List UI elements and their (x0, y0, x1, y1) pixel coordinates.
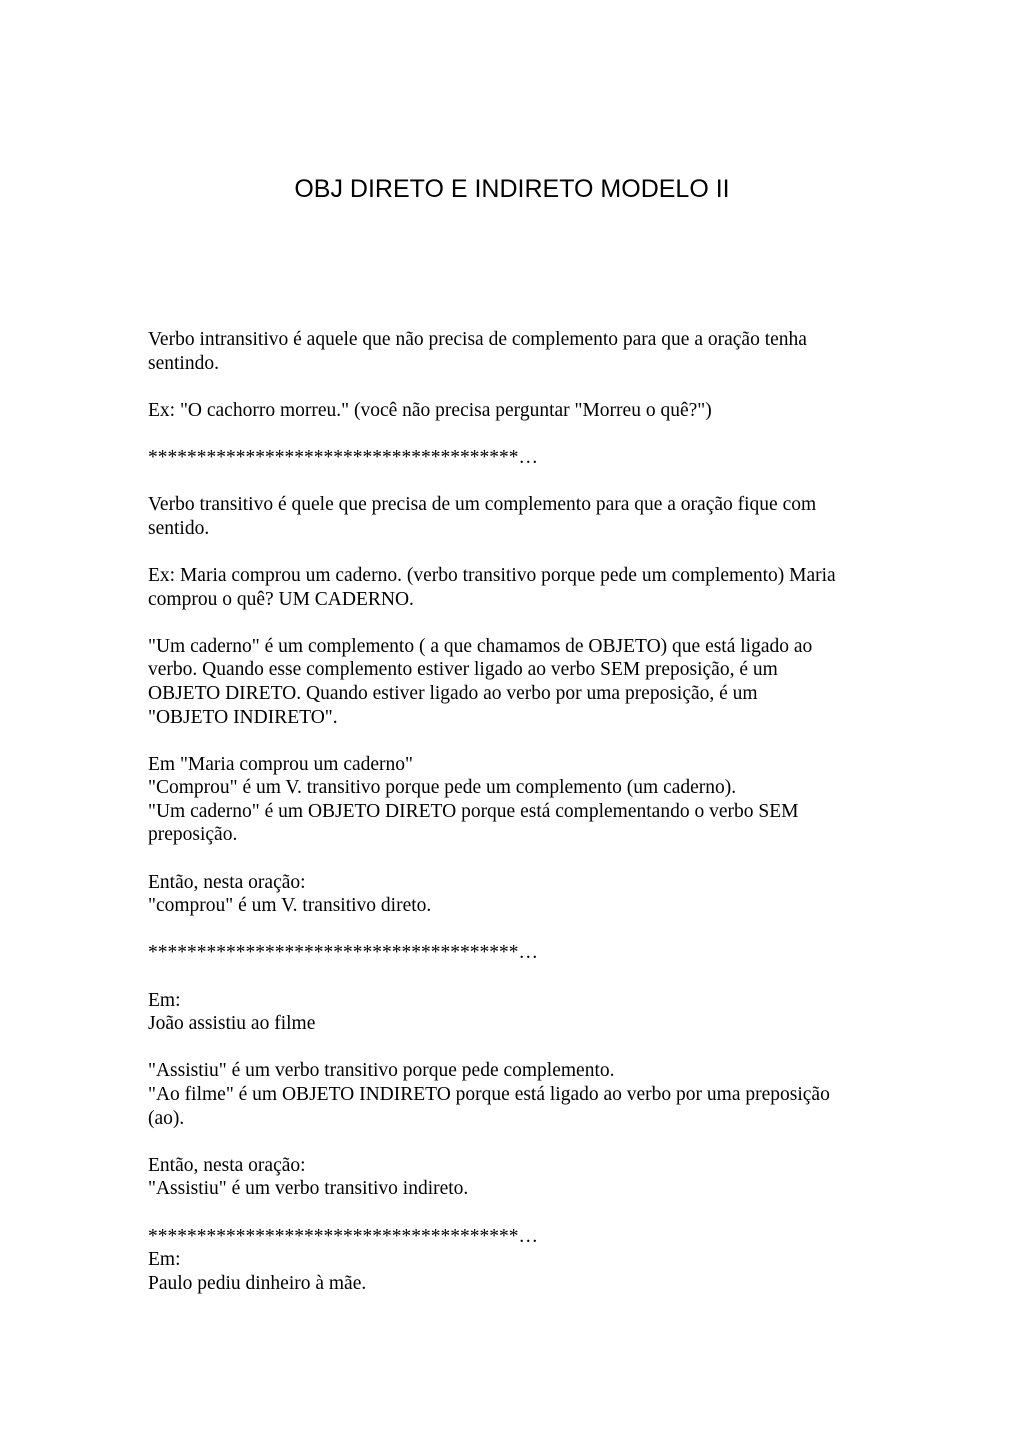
text-line: "Um caderno" é um complemento ( a que chamamos de OBJETO) que está ligado ao (148, 635, 813, 657)
separator-line (148, 1225, 888, 1249)
paragraph-indirect-example-intro (148, 989, 888, 1036)
separator-text: **************************************… (148, 446, 538, 468)
text-line: Paulo pediu dinheiro à mãe. (148, 1272, 367, 1294)
text-line: Em: (148, 989, 181, 1011)
text-line: "OBJETO INDIRETO". (148, 706, 338, 728)
text-line: Verbo intransitivo é aquele que não precisa de complemento para que a oração tenha (148, 329, 807, 350)
document-body (148, 328, 888, 1295)
text-line: Então, nesta oração: (148, 1154, 306, 1176)
text-line: preposição. (148, 824, 238, 846)
paragraph-object-explanation (148, 635, 888, 729)
text-line: "Assistiu" é um verbo transitivo porque pede complemento. (148, 1060, 615, 1082)
paragraph-transitive-definition (148, 493, 888, 540)
separator-line (148, 446, 888, 470)
text-line: "Comprou" é um V. transitivo porque pede um complemento (um caderno). (148, 777, 737, 799)
paragraph-indirect-conclusion (148, 1154, 888, 1201)
text-line: Ex: Maria comprou um caderno. (verbo transitivo porque pede um complemento) Maria (148, 564, 836, 586)
paragraph-intransitive-definition (148, 328, 888, 375)
paragraph-intransitive-example (148, 399, 888, 423)
text-line: verbo. Quando esse complemento estiver ligado ao verbo SEM preposição, é um (148, 659, 778, 681)
text-line: Em "Maria comprou um caderno" (148, 753, 414, 775)
text-line: comprou o quê? UM CADERNO. (148, 588, 414, 610)
paragraph-indirect-explanation (148, 1059, 888, 1130)
separator-text: **************************************… (148, 942, 538, 964)
text-line: OBJETO DIRETO. Quando estiver ligado ao verbo por uma preposição, é um (148, 682, 758, 704)
paragraph-direct-conclusion (148, 871, 888, 918)
paragraph-transitive-example (148, 564, 888, 611)
text-line: Em: (148, 1249, 181, 1271)
text-line: sentido. (148, 517, 210, 539)
text-line: Ex: "O cachorro morreu." (você não precisa perguntar "Morreu o quê?") (148, 399, 712, 421)
paragraph-final-example (148, 1248, 888, 1295)
text-line: Verbo transitivo é quele que precisa de um complemento para que a oração fique com (148, 494, 817, 516)
text-line: "comprou" é um V. transitivo direto. (148, 895, 432, 917)
paragraph-direct-object-example (148, 753, 888, 847)
text-line: "Ao filme" é um OBJETO INDIRETO porque está ligado ao verbo por uma preposição (148, 1084, 830, 1105)
text-line: João assistiu ao filme (148, 1013, 316, 1035)
text-line: "Um caderno" é um OBJETO DIRETO porque está complementando o verbo SEM (148, 800, 799, 822)
text-line: Então, nesta oração: (148, 871, 306, 893)
text-line: sentindo. (148, 352, 219, 374)
separator-line (148, 941, 888, 965)
text-line: "Assistiu" é um verbo transitivo indireto. (148, 1178, 469, 1200)
separator-text: **************************************… (148, 1225, 538, 1247)
text-line: (ao). (148, 1107, 185, 1129)
page-title: OBJ DIRETO E INDIRETO MODELO II (294, 175, 730, 203)
